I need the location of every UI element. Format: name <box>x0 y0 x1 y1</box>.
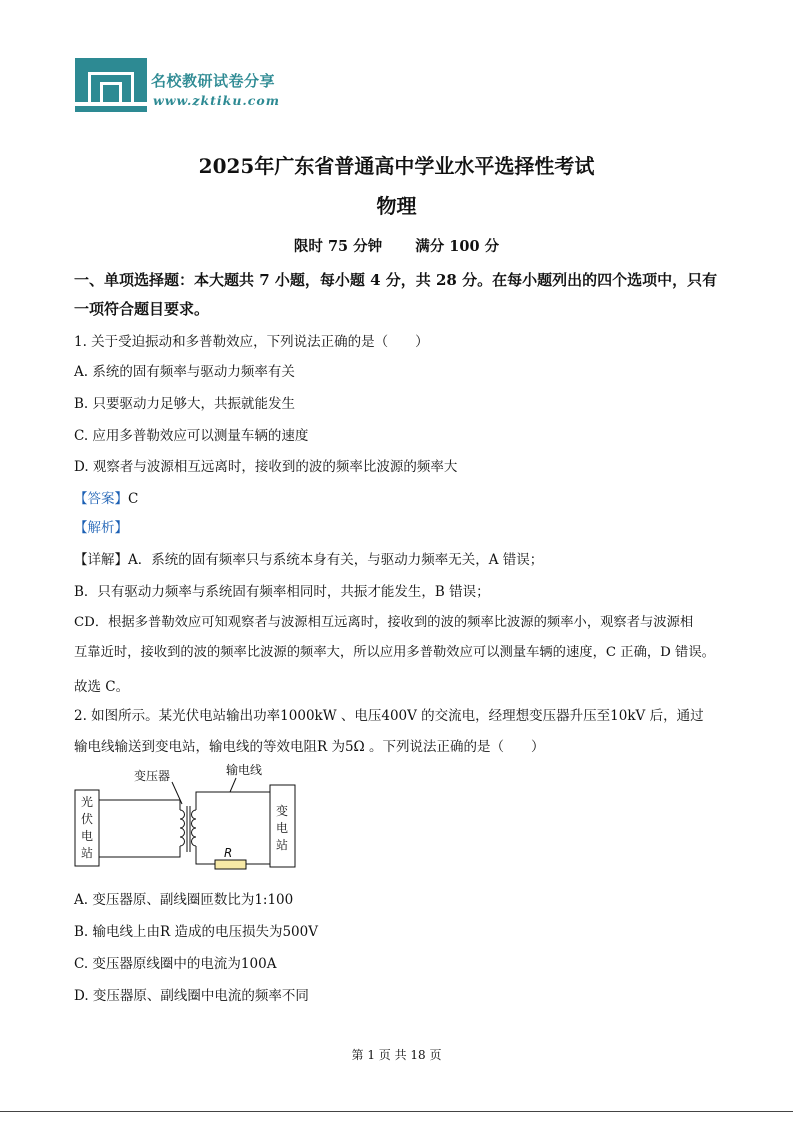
q1-option-b: B. 只要驱动力足够大，共振就能发生 <box>74 396 296 412</box>
pv-station-char-2: 伏 <box>81 812 94 826</box>
substation-char-2: 电 <box>276 821 289 835</box>
pv-station-char-1: 光 <box>81 795 94 809</box>
substation-char-1: 变 <box>276 804 289 818</box>
analysis-label: 【解析】 <box>74 520 128 536</box>
q1-conclusion: 故选 C。 <box>74 679 130 695</box>
q1-option-a: A. 系统的固有频率与驱动力频率有关 <box>74 364 295 380</box>
q2-stem-1: 2. 如图所示。某光伏电站输出功率1000kW 、电压400V 的交流电，经理想变压器升压至10kV 后，通过 <box>74 708 704 724</box>
resistor <box>215 860 246 869</box>
logo-url: www.zktiku.com <box>153 93 280 108</box>
page-number: 第 1 页 共 18 页 <box>351 1048 442 1062</box>
q1-detail-4: 互靠近时，接收到的波的频率比波源的频率大，所以应用多普勒效应可以测量车辆的速度，C 正确，D 错误。 <box>74 645 715 660</box>
q1-answer <box>74 487 138 507</box>
q2-option-a: A. 变压器原、副线圈匝数比为1:100 <box>74 892 294 908</box>
line-leader <box>230 778 236 792</box>
transformer-label: 变压器 <box>134 769 171 783</box>
exam-limits <box>0 235 793 256</box>
section-heading: 一、单项选择题：本大题共 7 小题，每小题 4 分，共 28 分。在每小题列出的四个选项中，只有一项符合题目要求。 <box>74 271 718 318</box>
secondary-wire-bottom-left <box>196 846 215 864</box>
primary-wire-bottom <box>99 846 180 857</box>
answer-value: C <box>128 491 139 507</box>
transformer-leader <box>172 782 182 804</box>
substation-char-3: 站 <box>276 838 289 852</box>
q2-option-c: C. 变压器原线圈中的电流为100A <box>74 956 277 972</box>
primary-coil <box>180 810 185 846</box>
q1-detail-2: B．只有驱动力频率与系统固有频率相同时，共振才能发生，B 错误； <box>74 584 490 600</box>
pv-station-char-3: 电 <box>81 829 94 843</box>
subject-title: 物理 <box>376 194 417 218</box>
primary-wire-top <box>99 800 180 810</box>
exam-title: 2025年广东省普通高中学业水平选择性考试 <box>198 154 595 178</box>
answer-label: 【答案】 <box>74 491 128 507</box>
circuit-diagram <box>74 760 304 875</box>
line-label: 输电线 <box>226 763 263 777</box>
q1-option-d: D. 观察者与波源相互远离时，接收到的波的频率比波源的频率大 <box>74 459 458 475</box>
full-score: 满分 100 分 <box>415 238 500 255</box>
bottom-rule <box>0 1111 793 1112</box>
q1-detail-3: CD．根据多普勒效应可知观察者与波源相互远离时，接收到的波的频率比波源的频率小，观察者与波源相 <box>74 615 694 630</box>
circuit-svg <box>74 760 304 875</box>
q2-option-b: B. 输电线上由R 造成的电压损失为500V <box>74 924 318 940</box>
q1-option-c: C. 应用多普勒效应可以测量车辆的速度 <box>74 428 309 444</box>
q2-option-d: D. 变压器原、副线圈中电流的频率不同 <box>74 988 309 1004</box>
resistor-label: R <box>224 846 233 860</box>
logo <box>75 58 147 112</box>
time-limit: 限时 75 分钟 <box>293 238 383 255</box>
pv-station-char-4: 站 <box>81 846 94 860</box>
q1-stem: 1. 关于受迫振动和多普勒效应，下列说法正确的是（ ） <box>74 334 429 350</box>
q1-detail-1: 【详解】A．系统的固有频率只与系统本身有关，与驱动力频率无关，A 错误； <box>74 552 544 568</box>
logo-name: 名校教研试卷分享 <box>151 72 276 90</box>
secondary-wire-top <box>196 792 270 810</box>
secondary-coil <box>192 810 197 846</box>
q2-stem-2: 输电线输送到变电站，输电线的等效电阻R 为5Ω 。下列说法正确的是（ ） <box>74 739 545 755</box>
